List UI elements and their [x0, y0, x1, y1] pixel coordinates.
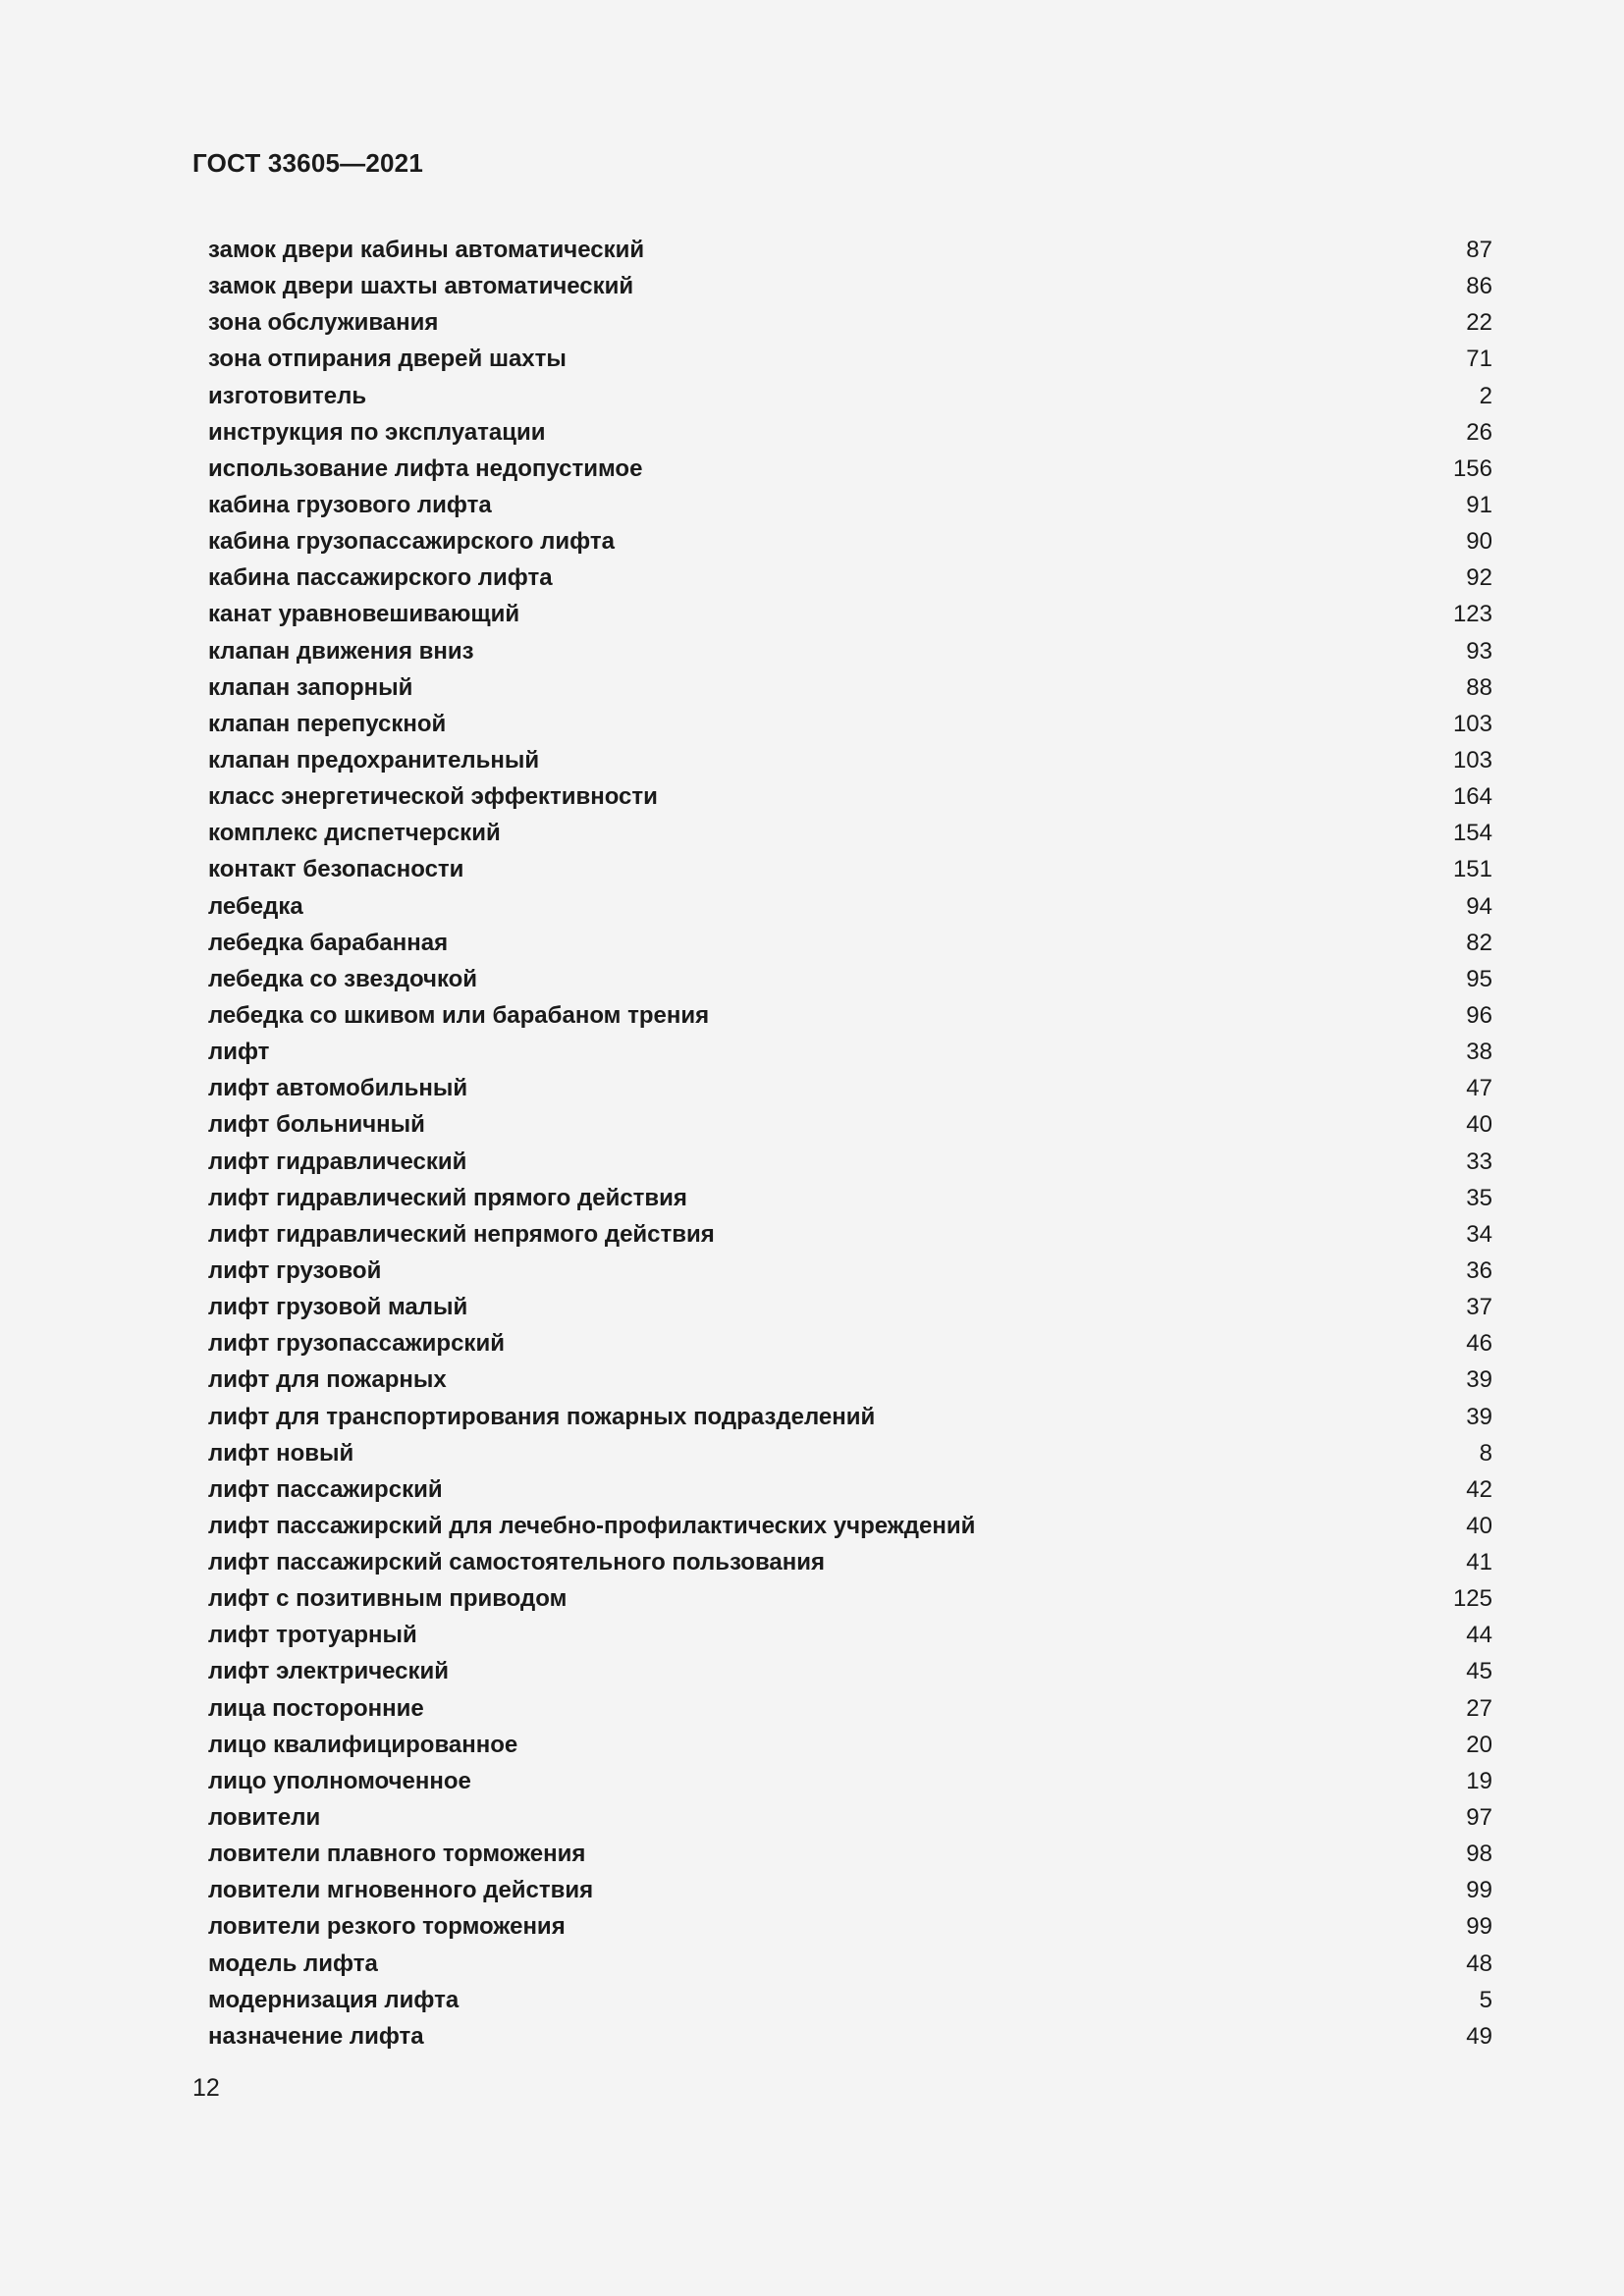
- index-term: зона отпирания дверей шахты: [208, 346, 567, 373]
- index-term-number: 151: [1452, 856, 1492, 883]
- index-term-number: 33: [1466, 1148, 1492, 1175]
- index-term: лифт гидравлический непрямого действия: [208, 1220, 715, 1248]
- index-entry: [208, 1508, 1492, 1544]
- index-term-number: 26: [1466, 418, 1492, 446]
- index-entry: [208, 1946, 1492, 1982]
- index-term: модернизация лифта: [208, 1986, 460, 2013]
- index-term: использование лифта недопустимое: [208, 454, 643, 482]
- index-term-number: 92: [1466, 564, 1492, 592]
- index-entry: [208, 451, 1492, 487]
- index-term-number: 36: [1466, 1256, 1492, 1284]
- index-term-number: 41: [1466, 1549, 1492, 1576]
- index-entry: [208, 1399, 1492, 1435]
- index-entry: [208, 633, 1492, 669]
- index-term-number: 71: [1466, 346, 1492, 373]
- index-term-number: 49: [1466, 2022, 1492, 2050]
- index-term: лица посторонние: [208, 1694, 424, 1722]
- index-term: лифт пассажирский самостоятельного пользования: [208, 1549, 826, 1576]
- index-term: лифт пассажирский: [208, 1475, 443, 1503]
- index-term: лифт грузопассажирский: [208, 1330, 505, 1358]
- index-term: лицо уполномоченное: [208, 1767, 471, 1794]
- index-term: ловители плавного торможения: [208, 1841, 586, 1868]
- index-entry: [208, 706, 1492, 742]
- index-term-number: 37: [1466, 1294, 1492, 1321]
- index-term-number: 90: [1466, 528, 1492, 556]
- index-entry: [208, 1289, 1492, 1325]
- index-entry: [208, 1653, 1492, 1689]
- index-term-number: 35: [1466, 1184, 1492, 1211]
- index-entry: [208, 815, 1492, 851]
- index-term: лифт электрический: [208, 1658, 450, 1685]
- index-term: лифт гидравлический прямого действия: [208, 1184, 687, 1211]
- page-number: 12: [192, 2074, 220, 2102]
- index-term-number: 46: [1466, 1330, 1492, 1358]
- index-term-number: 99: [1466, 1877, 1492, 1904]
- index-term-number: 99: [1466, 1913, 1492, 1941]
- index-entry: [208, 742, 1492, 778]
- index-term: лифт тротуарный: [208, 1622, 417, 1649]
- index-term: ловители мгновенного действия: [208, 1877, 594, 1904]
- index-entry: [208, 1435, 1492, 1471]
- index-term-number: 123: [1452, 601, 1492, 628]
- index-term-number: 88: [1466, 673, 1492, 701]
- index-term-number: 156: [1452, 454, 1492, 482]
- index-term-number: 2: [1479, 382, 1492, 409]
- index-term-number: 103: [1452, 746, 1492, 774]
- index-entry: [208, 1763, 1492, 1799]
- index-entry: [208, 232, 1492, 268]
- index-term-number: 45: [1466, 1658, 1492, 1685]
- index-entry: [208, 1872, 1492, 1908]
- index-term: клапан перепускной: [208, 710, 447, 737]
- index-entry: [208, 1106, 1492, 1143]
- index-entry: [208, 669, 1492, 706]
- index-term-number: 38: [1466, 1039, 1492, 1066]
- index-term-number: 27: [1466, 1694, 1492, 1722]
- index-term-number: 48: [1466, 1949, 1492, 1977]
- index-term-number: 154: [1452, 820, 1492, 847]
- index-entry: [208, 1253, 1492, 1289]
- index-term: лифт: [208, 1039, 270, 1066]
- index-entry: [208, 1216, 1492, 1253]
- index-term: лифт больничный: [208, 1111, 425, 1139]
- index-term: лифт для пожарных: [208, 1366, 447, 1394]
- index-term-number: 20: [1466, 1731, 1492, 1758]
- index-term-number: 42: [1466, 1475, 1492, 1503]
- index-term-number: 86: [1466, 273, 1492, 300]
- index-entry: [208, 1690, 1492, 1727]
- index-term: лифт пассажирский для лечебно-профилактических учреждений: [208, 1512, 976, 1539]
- index-entry: [208, 851, 1492, 887]
- index-term: лифт гидравлический: [208, 1148, 467, 1175]
- index-entry: [208, 1471, 1492, 1508]
- index-term: лифт для транспортирования пожарных подразделений: [208, 1403, 876, 1430]
- index-term: зона обслуживания: [208, 309, 439, 337]
- index-entry: [208, 961, 1492, 997]
- index-term-number: 91: [1466, 491, 1492, 518]
- index-term: лифт новый: [208, 1439, 354, 1467]
- index-term: лебедка со звездочкой: [208, 965, 478, 992]
- index-term: лифт автомобильный: [208, 1075, 468, 1102]
- index-term-number: 94: [1466, 892, 1492, 920]
- index-entry: [208, 487, 1492, 523]
- index-term: инструкция по эксплуатации: [208, 418, 546, 446]
- index-term-number: 82: [1466, 929, 1492, 956]
- index-term: клапан предохранительный: [208, 746, 540, 774]
- index-entry: [208, 304, 1492, 341]
- index-term: лифт грузовой: [208, 1256, 382, 1284]
- index-term: ловители резкого торможения: [208, 1913, 566, 1941]
- index-entry: [208, 1982, 1492, 2018]
- index-term: лифт с позитивным приводом: [208, 1585, 568, 1613]
- index-term-number: 98: [1466, 1841, 1492, 1868]
- index-entry: [208, 1180, 1492, 1216]
- index-entry: [208, 1362, 1492, 1398]
- index-entry: [208, 1144, 1492, 1180]
- index-entry: [208, 560, 1492, 596]
- index-entry: [208, 1836, 1492, 1872]
- alphabetical-index: [208, 232, 1492, 2055]
- index-term-number: 93: [1466, 637, 1492, 665]
- index-term: замок двери шахты автоматический: [208, 273, 634, 300]
- index-term-number: 87: [1466, 237, 1492, 263]
- index-entry: [208, 888, 1492, 925]
- index-term: изготовитель: [208, 382, 367, 409]
- index-term-number: 125: [1452, 1585, 1492, 1613]
- index-entry: [208, 1325, 1492, 1362]
- index-entry: [208, 378, 1492, 414]
- index-entry: [208, 1580, 1492, 1617]
- index-term: контакт безопасности: [208, 856, 464, 883]
- index-term-number: 39: [1466, 1366, 1492, 1394]
- index-term-number: 39: [1466, 1403, 1492, 1430]
- index-entry: [208, 414, 1492, 451]
- index-entry: [208, 778, 1492, 815]
- index-entry: [208, 596, 1492, 632]
- index-entry: [208, 268, 1492, 304]
- index-term: канат уравновешивающий: [208, 601, 520, 628]
- index-entry: [208, 925, 1492, 961]
- index-term: замок двери кабины автоматический: [208, 237, 645, 263]
- index-term: модель лифта: [208, 1949, 378, 1977]
- index-term: назначение лифта: [208, 2022, 424, 2050]
- index-term: лицо квалифицированное: [208, 1731, 518, 1758]
- index-entry: [208, 1727, 1492, 1763]
- index-entry: [208, 2018, 1492, 2055]
- index-entry: [208, 1034, 1492, 1070]
- index-entry: [208, 1908, 1492, 1945]
- index-term-number: 97: [1466, 1804, 1492, 1832]
- index-term: комплекс диспетчерский: [208, 820, 501, 847]
- index-term-number: 8: [1479, 1439, 1492, 1467]
- index-term-number: 44: [1466, 1622, 1492, 1649]
- index-term-number: 40: [1466, 1111, 1492, 1139]
- index-term: кабина грузового лифта: [208, 491, 492, 518]
- index-entry: [208, 523, 1492, 560]
- index-entry: [208, 1799, 1492, 1836]
- document-header: ГОСТ 33605—2021: [192, 148, 423, 178]
- index-entry: [208, 1544, 1492, 1580]
- index-term: лифт грузовой малый: [208, 1294, 468, 1321]
- index-term-number: 34: [1466, 1220, 1492, 1248]
- index-term-number: 19: [1466, 1767, 1492, 1794]
- index-term: клапан движения вниз: [208, 637, 474, 665]
- index-term-number: 47: [1466, 1075, 1492, 1102]
- index-entry: [208, 1617, 1492, 1653]
- index-term-number: 95: [1466, 965, 1492, 992]
- index-entry: [208, 997, 1492, 1034]
- index-term: лебедка со шкивом или барабаном трения: [208, 1001, 710, 1029]
- index-term-number: 164: [1452, 783, 1492, 811]
- index-term-number: 5: [1479, 1986, 1492, 2013]
- index-entry: [208, 341, 1492, 377]
- index-term: класс энергетической эффективности: [208, 783, 658, 811]
- index-term: кабина пассажирского лифта: [208, 564, 553, 592]
- index-term-number: 103: [1452, 710, 1492, 737]
- index-term: клапан запорный: [208, 673, 413, 701]
- index-entry: [208, 1070, 1492, 1106]
- index-term: лебедка: [208, 892, 303, 920]
- index-term: ловители: [208, 1804, 321, 1832]
- index-term: кабина грузопассажирского лифта: [208, 528, 615, 556]
- index-term: лебедка барабанная: [208, 929, 449, 956]
- index-term-number: 40: [1466, 1512, 1492, 1539]
- index-term-number: 96: [1466, 1001, 1492, 1029]
- index-term-number: 22: [1466, 309, 1492, 337]
